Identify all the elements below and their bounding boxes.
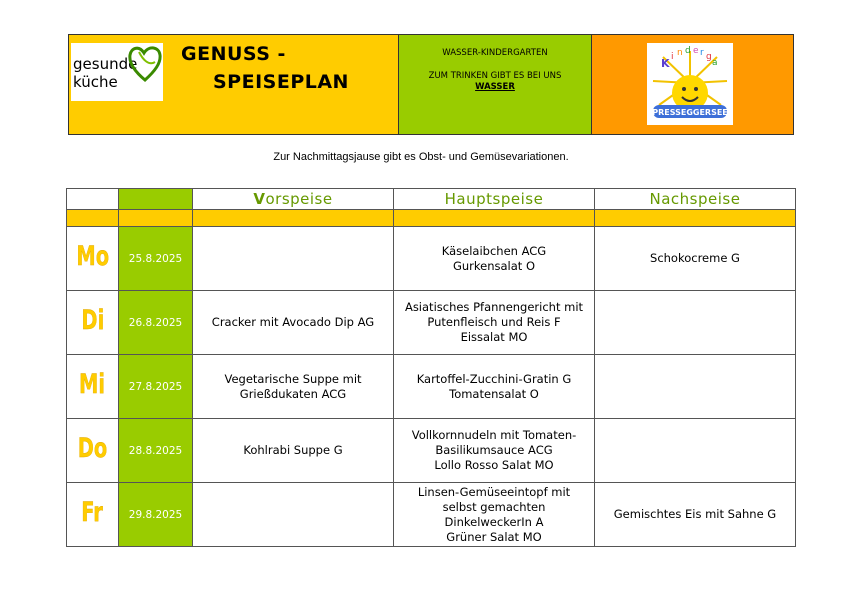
kindergarten-logo xyxy=(647,43,733,125)
vorspeise-cell xyxy=(193,419,394,483)
hauptspeise-cell xyxy=(394,355,595,419)
svg-text:e: e xyxy=(693,46,699,56)
svg-text:PRESSEGGERSEE: PRESSEGGERSEE xyxy=(652,108,728,117)
date-label: 26.8.2025 xyxy=(128,316,183,329)
menu-days xyxy=(67,227,796,547)
vorspeise-cell xyxy=(193,483,394,547)
vorspeise-cell xyxy=(193,291,394,355)
hauptspeise-line: Asiatisches Pfannengericht mit xyxy=(404,300,584,314)
svg-text:n: n xyxy=(677,48,683,58)
hauptspeise-line: Basilikumsauce ACG xyxy=(435,443,553,457)
header-hauptspeise: Hauptspeise xyxy=(394,189,595,210)
hauptspeise-line: Linsen-Gemüseeintopf mit xyxy=(417,484,571,499)
weekday-cell xyxy=(67,483,119,547)
date-cell xyxy=(119,291,193,355)
hauptspeise-cell xyxy=(394,483,595,547)
header-band xyxy=(68,34,794,135)
hauptspeise-line: Käselaibchen ACG xyxy=(441,243,547,258)
nachspeise-cell xyxy=(595,419,796,483)
title-panel xyxy=(69,35,399,134)
info-line-2: ZUM TRINKEN GIBT ES BEI UNS xyxy=(428,71,562,81)
page-title-line1: GENUSS - xyxy=(181,43,286,65)
menu-table xyxy=(66,188,796,547)
water-info-panel xyxy=(399,35,592,134)
hauptspeise-line: Tomatensalat O xyxy=(449,386,539,401)
vorspeise-cell xyxy=(193,355,394,419)
sun-logo-icon xyxy=(647,43,733,125)
table-row xyxy=(67,483,796,547)
date-cell xyxy=(119,419,193,483)
table-row xyxy=(67,419,796,483)
date-cell xyxy=(119,483,193,547)
weekday-cell xyxy=(67,419,119,483)
weekday-label: Fr xyxy=(81,496,104,528)
hauptspeise-line: Gurkensalat O xyxy=(452,258,536,273)
nachspeise-cell xyxy=(595,291,796,355)
hauptspeise-line: Grüner Salat MO xyxy=(446,529,542,544)
weekday-cell xyxy=(67,227,119,291)
date-cell xyxy=(119,355,193,419)
table-header-row xyxy=(67,189,796,210)
logo-text-line1: gesunde xyxy=(73,55,138,73)
page-title-line2: SPEISEPLAN xyxy=(213,71,349,93)
hauptspeise-line: Kartoffel-Zucchini-Gratin G xyxy=(416,371,572,386)
weekday-cell xyxy=(67,355,119,419)
table-row xyxy=(67,291,796,355)
hauptspeise-line: DinkelweckerIn A xyxy=(444,514,544,529)
nachspeise-line: Schokocreme G xyxy=(650,251,740,265)
date-label: 28.8.2025 xyxy=(128,444,183,457)
svg-text:d: d xyxy=(685,46,691,56)
hauptspeise-cell xyxy=(394,291,595,355)
weekday-cell xyxy=(67,291,119,355)
hauptspeise-line: Putenfleisch und Reis F xyxy=(427,315,561,329)
header-vorspeise-initial: V xyxy=(253,189,266,208)
header-vorspeise xyxy=(193,189,394,210)
vorspeise-line: Grießdukaten ACG xyxy=(239,386,347,401)
date-label: 27.8.2025 xyxy=(128,380,183,393)
vorspeise-line: Cracker mit Avocado Dip AG xyxy=(211,315,375,329)
date-label: 29.8.2025 xyxy=(128,508,183,521)
weekday-label: Mo xyxy=(76,240,109,272)
hauptspeise-cell xyxy=(394,227,595,291)
header-nachspeise: Nachspeise xyxy=(595,189,796,210)
afternoon-snack-note: Zur Nachmittagsjause gibt es Obst- und Gemüsevariationen. xyxy=(273,151,569,163)
date-label: 25.8.2025 xyxy=(128,252,183,265)
svg-text:K: K xyxy=(661,57,670,70)
date-cell xyxy=(119,227,193,291)
hauptspeise-line: Lollo Rosso Salat MO xyxy=(434,458,554,472)
svg-text:a: a xyxy=(712,58,718,68)
heart-icon xyxy=(127,44,163,84)
gesunde-kueche-logo xyxy=(71,43,163,101)
logo-panel xyxy=(592,35,793,134)
header-vorspeise-rest: orspeise xyxy=(265,189,333,208)
table-row xyxy=(67,227,796,291)
weekday-label: Di xyxy=(81,304,104,336)
vorspeise-line: Vegetarische Suppe mit xyxy=(224,371,362,386)
hauptspeise-line: Eissalat MO xyxy=(460,330,528,344)
svg-text:g: g xyxy=(706,52,712,62)
table-row xyxy=(67,355,796,419)
nachspeise-line: Gemischtes Eis mit Sahne G xyxy=(613,507,777,521)
svg-text:i: i xyxy=(671,52,674,62)
info-line-3: WASSER xyxy=(475,82,515,92)
table-band-row xyxy=(67,210,796,227)
info-line-1: WASSER-KINDERGARTEN xyxy=(442,48,548,58)
header-date-cell xyxy=(119,189,193,210)
logo-text-line2: küche xyxy=(73,73,118,91)
hauptspeise-line: selbst gemachten xyxy=(442,499,546,514)
svg-text:r: r xyxy=(700,48,704,58)
weekday-label: Do xyxy=(77,432,108,464)
hauptspeise-line: Vollkornnudeln mit Tomaten- xyxy=(411,428,577,442)
vorspeise-line: Kohlrabi Suppe G xyxy=(243,443,343,457)
weekday-label: Mi xyxy=(79,368,106,400)
hauptspeise-cell xyxy=(394,419,595,483)
vorspeise-cell xyxy=(193,227,394,291)
header-day-cell xyxy=(67,189,119,210)
nachspeise-cell xyxy=(595,483,796,547)
nachspeise-cell xyxy=(595,227,796,291)
nachspeise-cell xyxy=(595,355,796,419)
